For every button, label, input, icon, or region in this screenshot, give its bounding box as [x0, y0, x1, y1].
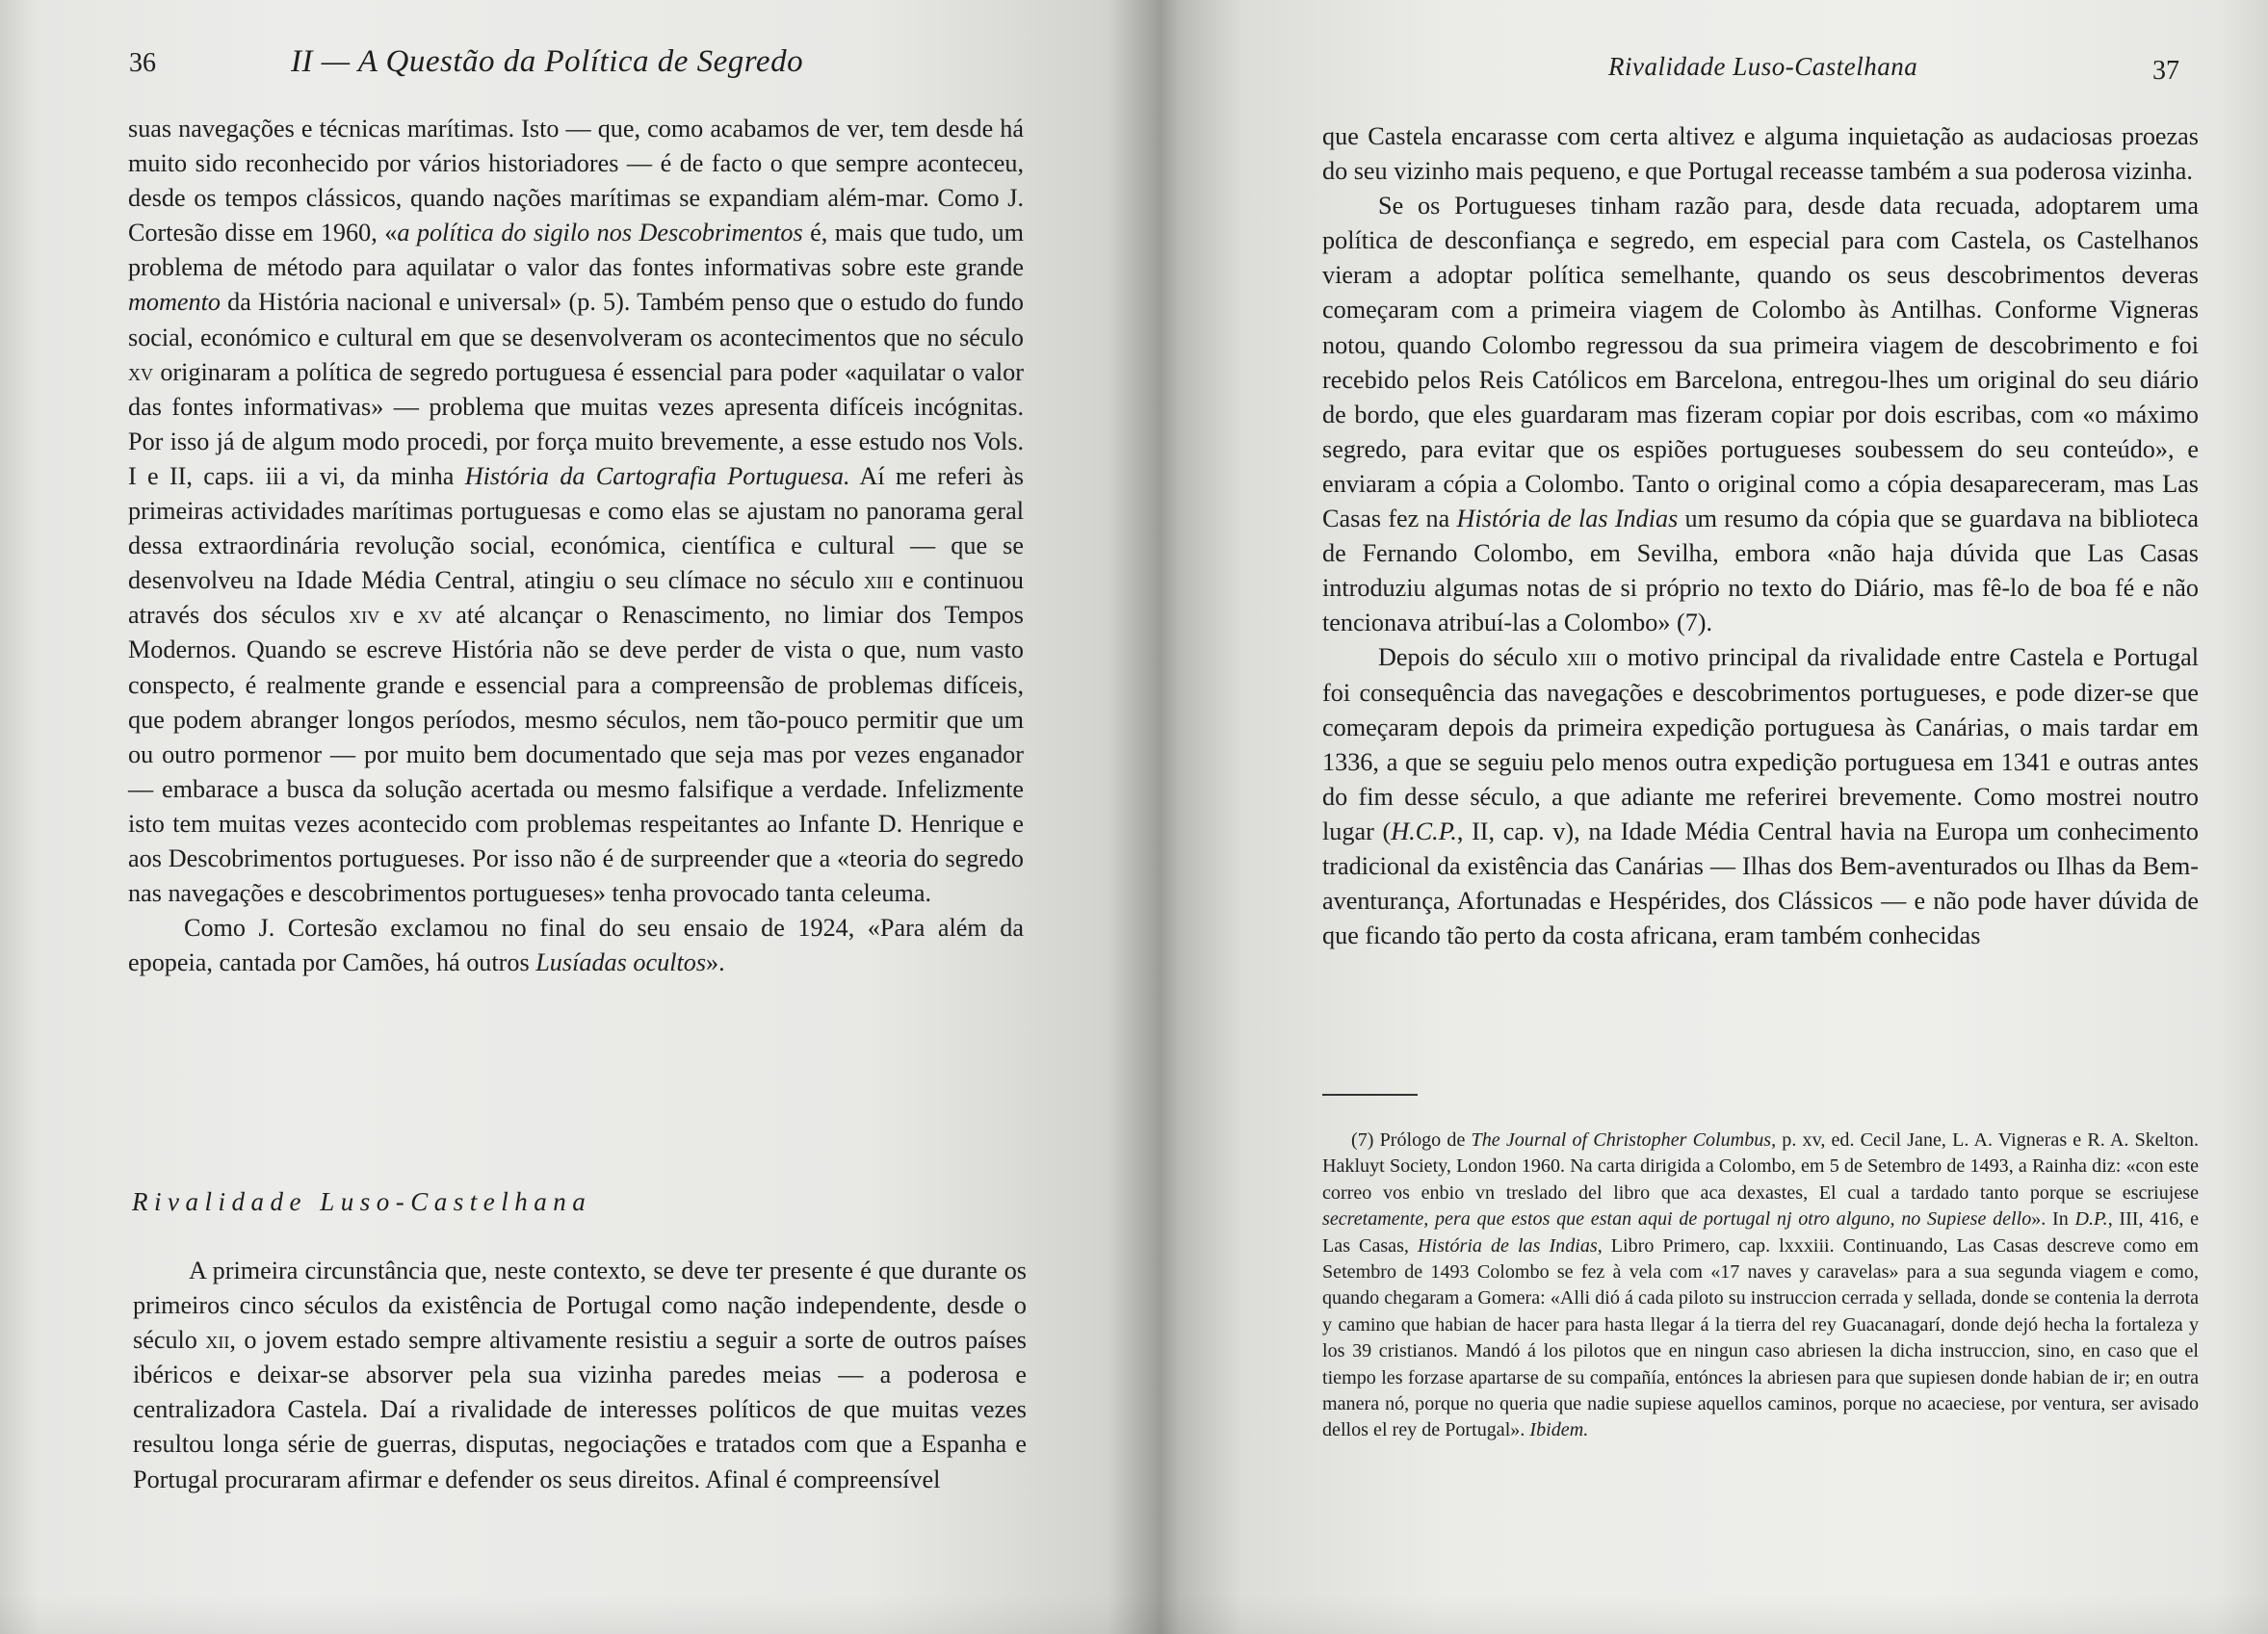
page-number-right: 37 — [2152, 56, 2179, 86]
left-body-text — [128, 112, 1024, 980]
paragraph: A primeira circunstância que, neste contexto, se deve ter presente é que durante os primeiros cinco séculos da existência de Portugal como nação independente, desde o século xii, o jovem estado sempre altivamente resistiu a seguir a sorte de outros países ibéricos e deixar-se absorver pela sua vizinha paredes meias — a poderosa e centralizadora Castela. Daí a rivalidade de interesses políticos de que muitas vezes resultou longa série de guerras, disputas, negociações e tratados com que a Espanha e Portugal procuraram afirmar e defender os seus direitos. Afinal é compreensível — [133, 1257, 1027, 1493]
right-body-text — [1322, 119, 2199, 953]
footnote-rule — [1322, 1094, 1418, 1096]
running-head-right: Rivalidade Luso-Castelhana — [1608, 52, 1918, 81]
footnote-text: (7) Prólogo de The Journal of Christopher Columbus, p. xv, ed. Cecil Jane, L. A. Vigneras e R. A. Skelton. Hakluyt Society, London 1960. Na carta dirigida a Colombo, em 5 de Setembro de 1493, a Rainha diz: «con este correo vos enbio vn treslado del libro que aca dexastes, El cual a tardado tanto porque se escriujese secretamente, pera que estos que estan aqui de portugal nj otro alguno, no Supiese dello». In D.P., III, 416, e Las Casas, História de las Indias, Libro Primero, cap. lxxxiii. Continuando, Las Casas descreve como em Setembro de 1493 Colombo se fez à vela com «17 naves y caravelas» para a sua segunda viagem e como, quando chegaram a Gomera: «Alli dió á cada piloto su instruccion cerrada y sellada, donde se contenia la derrota y camino que habian de hacer para hasta llegar á la tierra del rey Guacanagarí, donde dejó hecha la fortaleza y los 39 cristianos. Mandó á los pilotos que en ningun caso abriesen la dicha instruccion, sino, en caso que el tiempo les forzase apartarse de su compañía, entónces la abriesen para que supiesen donde habian de ir; en outra manera nó, porque no queria que nadie supiese aquellos caminos, porque no acaeciese, por ventura, ser avisado dellos el rey de Portugal». Ibidem. — [1322, 1129, 2199, 1441]
paragraph: Como J. Cortesão exclamou no final do seu ensaio de 1924, «Para além da epopeia, cantada por Camões, há outros Lusíadas ocultos». — [128, 914, 1024, 977]
footnote — [1322, 1128, 2199, 1444]
paragraph: Depois do século xiii o motivo principal da rivalidade entre Castela e Portugal foi consequência das navegações e descobrimentos portugueses, e pode dizer-se que começaram depois da primeira expedição portuguesa às Canárias, o mais tardar em 1336, a que se seguiu pelo menos outra expedição portuguesa em 1341 e outras antes do fim desse século, a que adiante me referirei brevemente. Como mostrei noutro lugar (H.C.P., II, cap. v), na Idade Média Central havia na Europa um conhecimento tradicional da existência das Canárias — Ilhas dos Bem-aventurados ou Ilhas da Bem-aventurança, Afortunadas e Hespérides, dos Clássicos — e não pode haver dúvida de que ficando tão perto da costa africana, eram também conhecidas — [1322, 643, 2200, 950]
paragraph: que Castela encarasse com certa altivez e alguma inquietação as audaciosas proezas do seu vizinho mais pequeno, e que Portugal receasse também a sua poderosa vizinha. — [1322, 122, 2199, 186]
left-body-text-section — [133, 1254, 1027, 1497]
paragraph: Se os Portugueses tinham razão para, desde data recuada, adoptarem uma política de desconfiança e segredo, em especial para com Castela, os Castelhanos vieram a adoptar política semelhante, quando os seus descobrimentos deveras começaram com a primeira viagem de Colombo às Antilhas. Conforme Vigneras notou, quando Colombo regressou da sua primeira viagem de descobrimento e foi recebido pelos Reis Católicos em Barcelona, entregou-lhes um original do seu diário de bordo, que eles guardaram mas fizeram copiar por dois escribas, com «o máximo segredo, para evitar que os espiões portugueses soubessem do seu conteúdo», e enviaram a cópia a Colombo. Tanto o original como a cópia desapareceram, mas Las Casas fez na História de las Indias um resumo da cópia que se guardava na biblioteca de Fernando Colombo, em Sevilha, embora «não haja dúvida que Las Casas introduziu algumas notas de si próprio no texto do Diário, mas fê-lo de boa fé e não tencionava atribuí-las a Colombo» (7). — [1322, 192, 2200, 637]
page-number-left: 36 — [129, 48, 156, 78]
running-head-left: II — A Questão da Política de Segredo — [291, 44, 804, 79]
right-page — [1170, 0, 2268, 1634]
paragraph: suas navegações e técnicas marítimas. Isto — que, como acabamos de ver, tem desde há muito sido reconhecido por vários historiadores — é de facto o que sempre aconteceu, desde os tempos clássicos, quando nações marítimas se expandiam além-mar. Como J. Cortesão disse em 1960, «a política do sigilo nos Descobrimentos é, mais que tudo, um problema de método para aquilatar o valor das fontes informativas sobre este grande momento da História nacional e universal» (p. 5). Também penso que o estudo do fundo social, económico e cultural em que se desenvolveram os acontecimentos que no século xv originaram a política de segredo portuguesa é essencial para poder «aquilatar o valor das fontes informativas» — problema que muitas vezes apresenta difíceis incógnitas. Por isso já de algum modo procedi, por força muito brevemente, a esse estudo nos Vols. I e II, caps. iii a vi, da minha História da Cartografia Portuguesa. Aí me referi às primeiras actividades marítimas portuguesas e como elas se ajustam no panorama geral dessa extraordinária revolução social, económica, científica e cultural — que se desenvolveu na Idade Média Central, atingiu o seu clímace no século xiii e continuou através dos séculos xiv e xv até alcançar o Renascimento, no limiar dos Tempos Modernos. Quando se escreve História não se deve perder de vista o que, num vasto conspecto, é realmente grande e essencial para a compreensão de problemas difíceis, que podem abranger longos períodos, mesmo séculos, nem tão-pouco permitir que um ou outro pormenor — por muito bem documentado que seja mas por vezes enganador — embarace a busca da solução acertada ou mesmo falsifique a verdade. Infelizmente isto tem muitas vezes acontecido com problemas respeitantes ao Infante D. Henrique e aos Descobrimentos portugueses. Por isso não é de surpreender que a «teoria do segredo nas navegações e descobrimentos portugueses» tenha provocado tanta celeuma. — [128, 115, 1025, 908]
section-heading: Rivalidade Luso-Castelhana — [132, 1187, 592, 1216]
